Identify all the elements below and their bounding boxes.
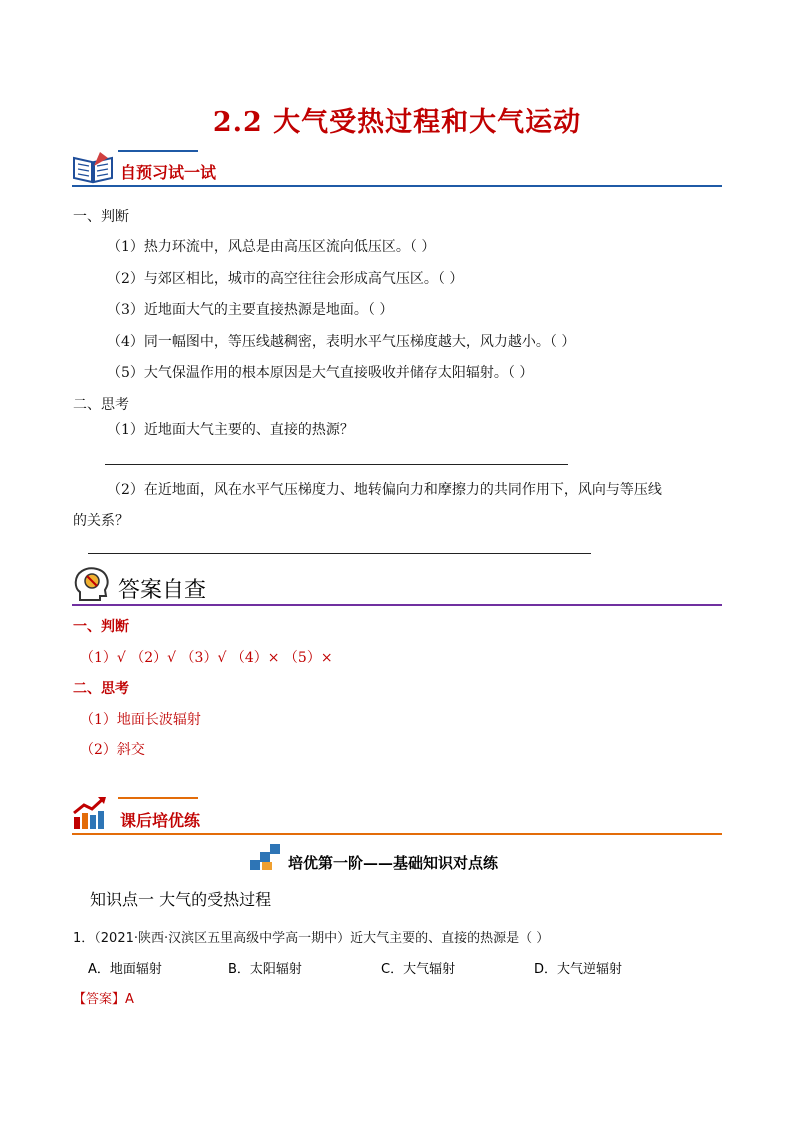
- question-1-text: 1．（2021·陕西·汉滨区五里高级中学高一期中）近大气主要的、直接的热源是（ ）: [73, 931, 550, 946]
- answer-part1-label: 一、判断: [73, 619, 129, 635]
- part2-label: 二、思考: [73, 397, 129, 413]
- judge-item-2: （2）与郊区相比，城市的高空往往会形成高气压区。（ ）: [107, 271, 464, 287]
- think-q2-line2: 的关系？: [73, 513, 129, 529]
- practice-rule: [72, 833, 722, 835]
- option-d[interactable]: D．大气逆辐射: [534, 962, 623, 977]
- answer-blank-1[interactable]: [105, 464, 568, 465]
- answer-line: [73, 988, 134, 1007]
- preview-heading: 自预习试一试: [120, 163, 217, 182]
- stairs-icon: [250, 844, 282, 870]
- page-title: 2.2 大气受热过程和大气运动: [212, 107, 582, 138]
- answers-heading: 答案自查: [118, 578, 207, 603]
- head-thinking-icon: [72, 566, 112, 604]
- answer-part1: （1）√ （2）√ （3）√ （4）× （5）×: [80, 650, 333, 666]
- topic-heading: 知识点一 大气的受热过程: [90, 890, 272, 909]
- think-q2-line1: （2）在近地面，风在水平气压梯度力、地转偏向力和摩擦力的共同作用下，风向与等压线: [107, 482, 662, 498]
- practice-head-accent: [118, 797, 198, 799]
- option-a[interactable]: A．地面辐射: [88, 962, 162, 977]
- part1-label: 一、判断: [73, 209, 129, 225]
- option-b[interactable]: B．太阳辐射: [228, 962, 302, 977]
- judge-item-1: （1）热力环流中，风总是由高压区流向低压区。（ ）: [107, 239, 436, 255]
- answer-label: 【答案】: [73, 992, 126, 1007]
- answers-rule: [72, 604, 722, 606]
- answer-think-1: （1）地面长波辐射: [80, 712, 201, 728]
- answer-think-2: （2）斜交: [80, 742, 145, 758]
- option-c[interactable]: C．大气辐射: [381, 962, 456, 977]
- judge-item-4: （4）同一幅图中，等压线越稠密，表明水平气压梯度越大，风力越小。（ ）: [107, 334, 576, 350]
- practice-heading: 课后培优练: [120, 811, 201, 830]
- preview-head-accent: [118, 150, 198, 152]
- think-q1: （1）近地面大气主要的、直接的热源？: [107, 422, 354, 438]
- answer-part2-label: 二、思考: [73, 681, 129, 697]
- judge-item-5: （5）大气保温作用的根本原因是大气直接吸收并储存太阳辐射。（ ）: [107, 365, 534, 381]
- preview-rule: [72, 185, 722, 187]
- answer-value: A: [125, 992, 134, 1007]
- growth-chart-icon: [72, 795, 108, 829]
- book-icon: [70, 150, 116, 186]
- stage-heading: 培优第一阶——基础知识对点练: [288, 854, 499, 872]
- judge-item-3: （3）近地面大气的主要直接热源是地面。（ ）: [107, 302, 394, 318]
- answer-blank-2[interactable]: [88, 553, 591, 554]
